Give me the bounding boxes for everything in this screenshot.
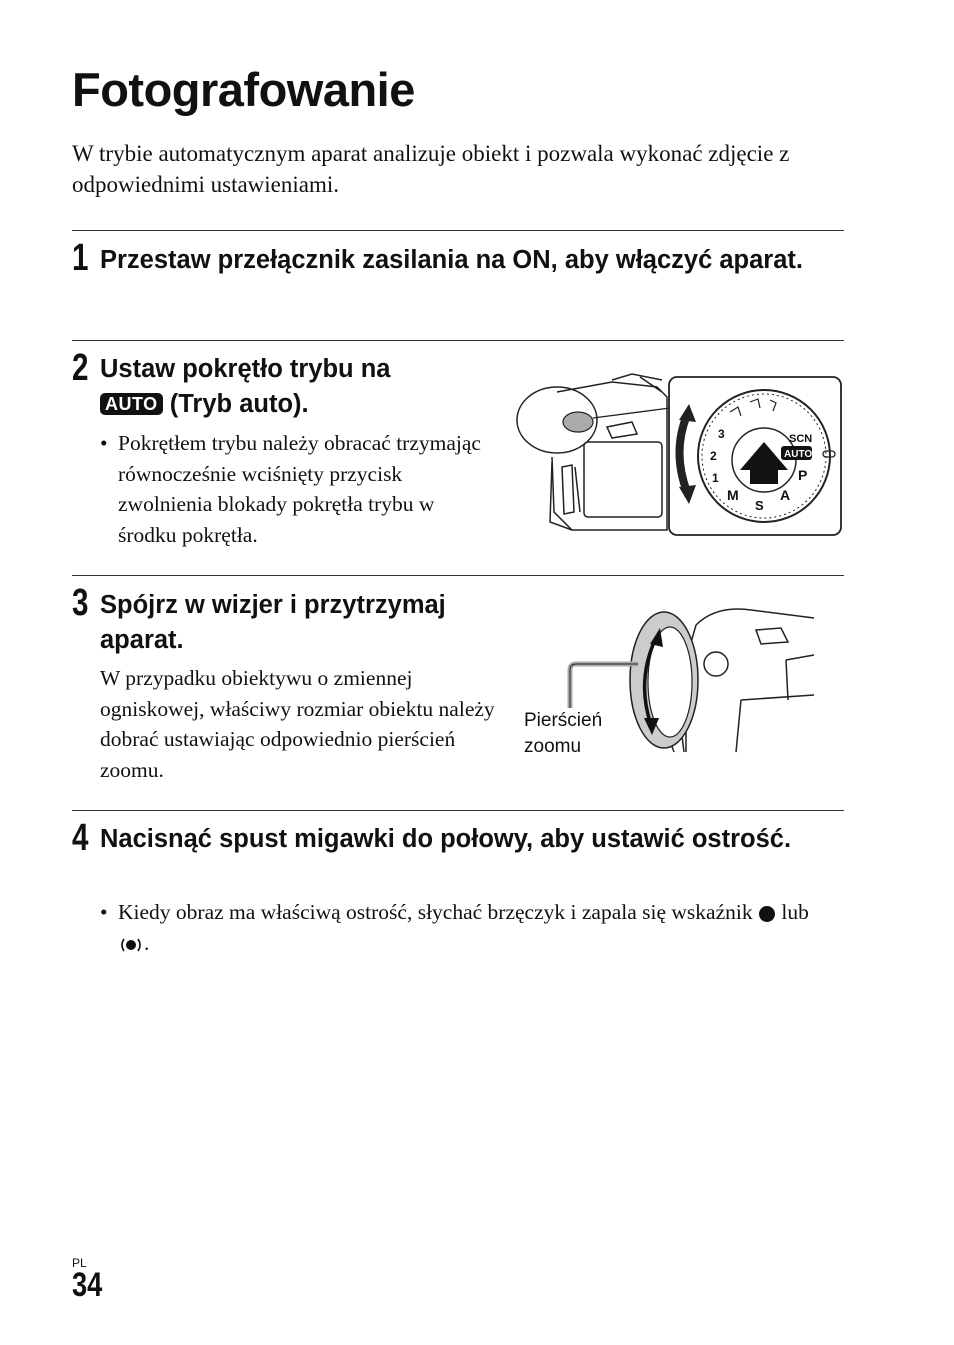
dial-label: P — [798, 467, 808, 483]
dial-label: S — [755, 498, 764, 513]
zoom-ring-illustration — [566, 600, 816, 755]
focus-indicator-icon — [758, 905, 776, 923]
callout-line — [570, 664, 638, 708]
auto-mode-icon: AUTO — [100, 393, 163, 415]
page-number: 34 — [72, 1266, 103, 1304]
divider — [72, 230, 844, 231]
callout-line — [593, 408, 670, 418]
dial-label: A — [780, 487, 791, 503]
dial-label: M — [727, 487, 739, 503]
bullet-text: lub — [781, 900, 809, 924]
dial-label: SCN — [789, 433, 813, 445]
step-number: 4 — [72, 817, 89, 859]
page-title: Fotografowanie — [72, 63, 415, 116]
step-heading: Nacisnąć spust migawki do połowy, aby ustawić ostrość. — [100, 825, 792, 853]
step-number: 1 — [72, 237, 89, 279]
step-number: 3 — [72, 582, 89, 624]
continuous-focus-icon — [118, 935, 144, 955]
zoom-ring-label-line: Pierścień — [524, 710, 603, 731]
bullet-text: Kiedy obraz ma właściwą ostrość, słychać brzęczyk i zapala się wskaźnik — [118, 900, 753, 924]
step-text: W przypadku obiektywu o zmiennej ogniskowej, właściwy rozmiar obiektu należy dobrać ustawiając odpowiednio pierścień zoomu. — [100, 666, 495, 782]
step-heading-text: Ustaw pokrętło trybu na — [100, 355, 391, 383]
dial-label: 3 — [718, 427, 725, 441]
bullet-item — [100, 897, 818, 958]
zoom-ring-label — [524, 708, 602, 760]
step-heading: Przestaw przełącznik zasilania na ON, aby włączyć aparat. — [100, 246, 803, 274]
zoom-ring-label-line: zoomu — [524, 736, 582, 757]
bullet-text: . — [144, 930, 150, 955]
bullet-dot: • — [100, 900, 108, 924]
dial-auto-label: AUTO — [784, 449, 813, 460]
divider — [72, 575, 844, 576]
camera-body-drawing — [517, 374, 667, 530]
dial-label: 1 — [712, 471, 719, 485]
bullet-item — [100, 428, 490, 550]
mode-dial-highlight — [563, 412, 593, 432]
step-heading: Spójrz w wizjer i przytrzymaj aparat. — [100, 591, 446, 654]
step-number: 2 — [72, 347, 89, 389]
mode-dial-illustration — [512, 372, 846, 540]
bullet-text: Pokrętłem trybu należy obracać trzymając równocześnie wciśnięty przycisk zwolnienia blokady pokrętła trybu w środku pokrętła. — [118, 431, 481, 547]
callout-line — [570, 664, 638, 708]
divider — [72, 810, 844, 811]
language-code: PL — [72, 1256, 87, 1270]
divider — [72, 340, 844, 341]
step-heading-text: (Tryb auto). — [169, 390, 309, 418]
bullet-dot: • — [100, 431, 108, 455]
step-heading — [100, 352, 500, 422]
dial-label: 2 — [710, 449, 717, 463]
intro-text: W trybie automatycznym aparat analizuje obiekt i pozwala wykonać zdjęcie z odpowiednimi ustawieniami. — [72, 141, 790, 197]
